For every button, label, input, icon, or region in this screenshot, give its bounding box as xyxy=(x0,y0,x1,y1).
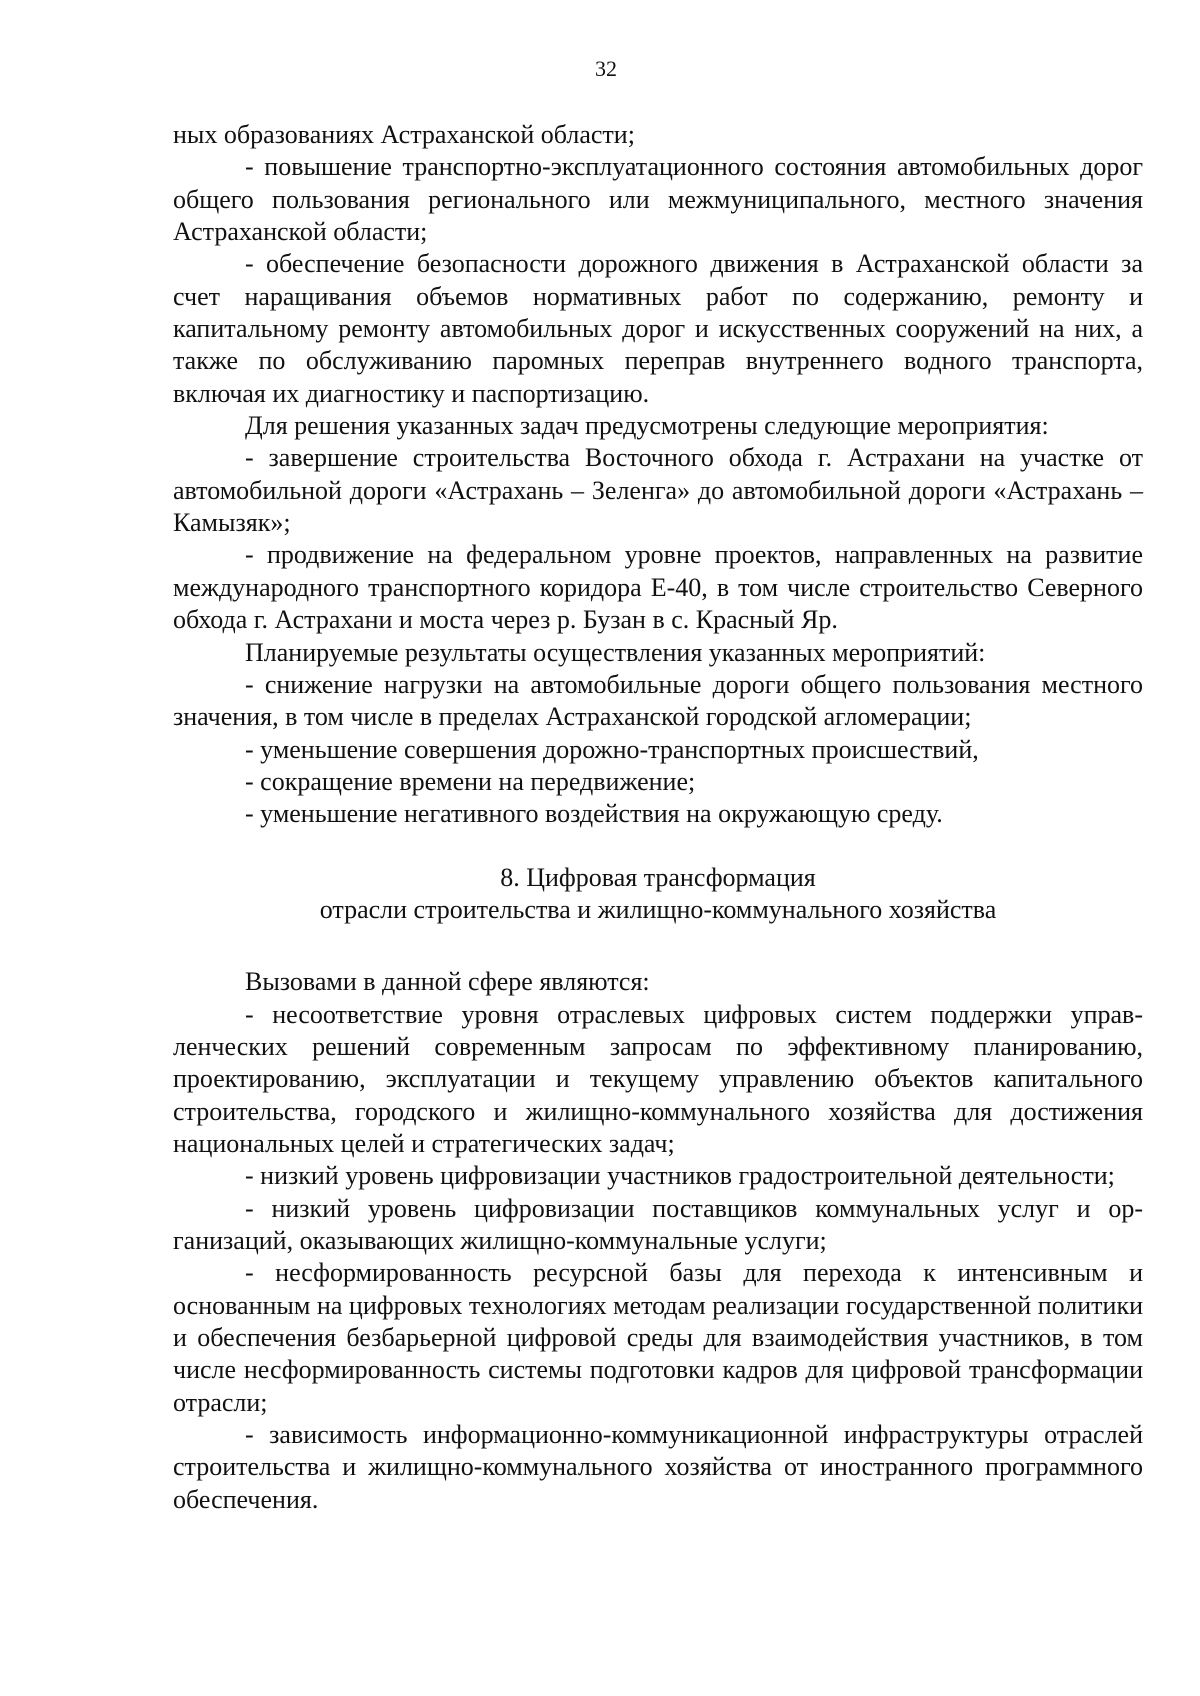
spacer xyxy=(173,926,1143,966)
paragraph: - обеспечение безопасности дорожного движения в Астраханской области за счет наращивания объемов нормативных работ по содержанию, ремонту и капитальному ремонту автомобильных дорог и искусственных сооружений на них, а также по обслуживанию паромных переправ внутреннего водного транспорта, включая их диагностику и паспортизацию. xyxy=(173,249,1143,408)
document-body xyxy=(173,119,1143,1516)
page-number: 32 xyxy=(595,56,617,81)
paragraph: - зависимость информационно-коммуникационной инфраструктуры отраслей строительства и жилищно-коммунального хозяйства от иностранного программного обеспечения. xyxy=(173,1420,1143,1514)
paragraph: Вызовами в данной сфере являются: xyxy=(245,967,650,997)
paragraph: Планируемые результаты осуществления указанных мероприятий: xyxy=(245,637,986,667)
paragraph: - низкий уровень цифровизации поставщиков коммунальных услуг и организаций, оказывающих жилищно-коммунальные услуги; xyxy=(173,1193,1143,1255)
paragraph: ных образованиях Астраханской области; xyxy=(173,120,635,149)
paragraph: - завершение строительства Восточного обхода г. Астрахани на участке от автомобильной дороги «Астрахань – Зеленга» до автомобильной дороги «Астрахань – Камызяк»; xyxy=(173,443,1143,538)
section-heading xyxy=(173,862,1143,927)
paragraph: - уменьшение совершения дорожно-транспортных происшествий, xyxy=(245,734,979,764)
paragraph: - уменьшение негативного воздействия на окружающую среду. xyxy=(245,799,943,829)
paragraph: - снижение нагрузки на автомобильные дороги общего пользования местного значения, в том числе в пределах Астраханской городской агломерации; xyxy=(173,669,1143,732)
section-heading-line-1: 8. Цифровая трансформация xyxy=(500,862,816,892)
paragraph: - низкий уровень цифровизации участников градостроительной деятельности; xyxy=(245,1161,1115,1191)
paragraph: - сокращение времени на передвижение; xyxy=(245,766,696,796)
paragraph: - несоответствие уровня отраслевых цифровых систем поддержки управленческих решений современным запросам по эффективному планированию, проектированию, эксплуатации и текущему управлению объектов капитального строительства, городского и жилищно-коммунального хозяйства для достижения национальных целей и стратегических задач; xyxy=(173,999,1143,1158)
section-heading-line-2: отрасли строительства и жилищно-коммунального хозяйства xyxy=(319,894,997,924)
paragraph: Для решения указанных задач предусмотрены следующие мероприятия: xyxy=(245,411,1049,441)
paragraph: - несформированность ресурсной базы для перехода к интенсивным и основанным на цифровых технологиях методам реализации государственной политики и обеспечения безбарьерной цифровой среды для взаимодействия участников, в том числе несформированность системы подготовки кадров для цифровой трансформации отрасли; xyxy=(173,1258,1143,1417)
paragraph: - повышение транспортно-эксплуатационного состояния автомобильных дорог общего пользования регионального или межмуниципального, местного значения Астраханской области; xyxy=(173,152,1143,247)
paragraph: - продвижение на федеральном уровне проектов, направленных на развитие международного транспортного коридора Е-40, в том числе строительство Северного обхода г. Астрахани и моста через р. Бузан в с. Красный Яр. xyxy=(173,540,1143,635)
